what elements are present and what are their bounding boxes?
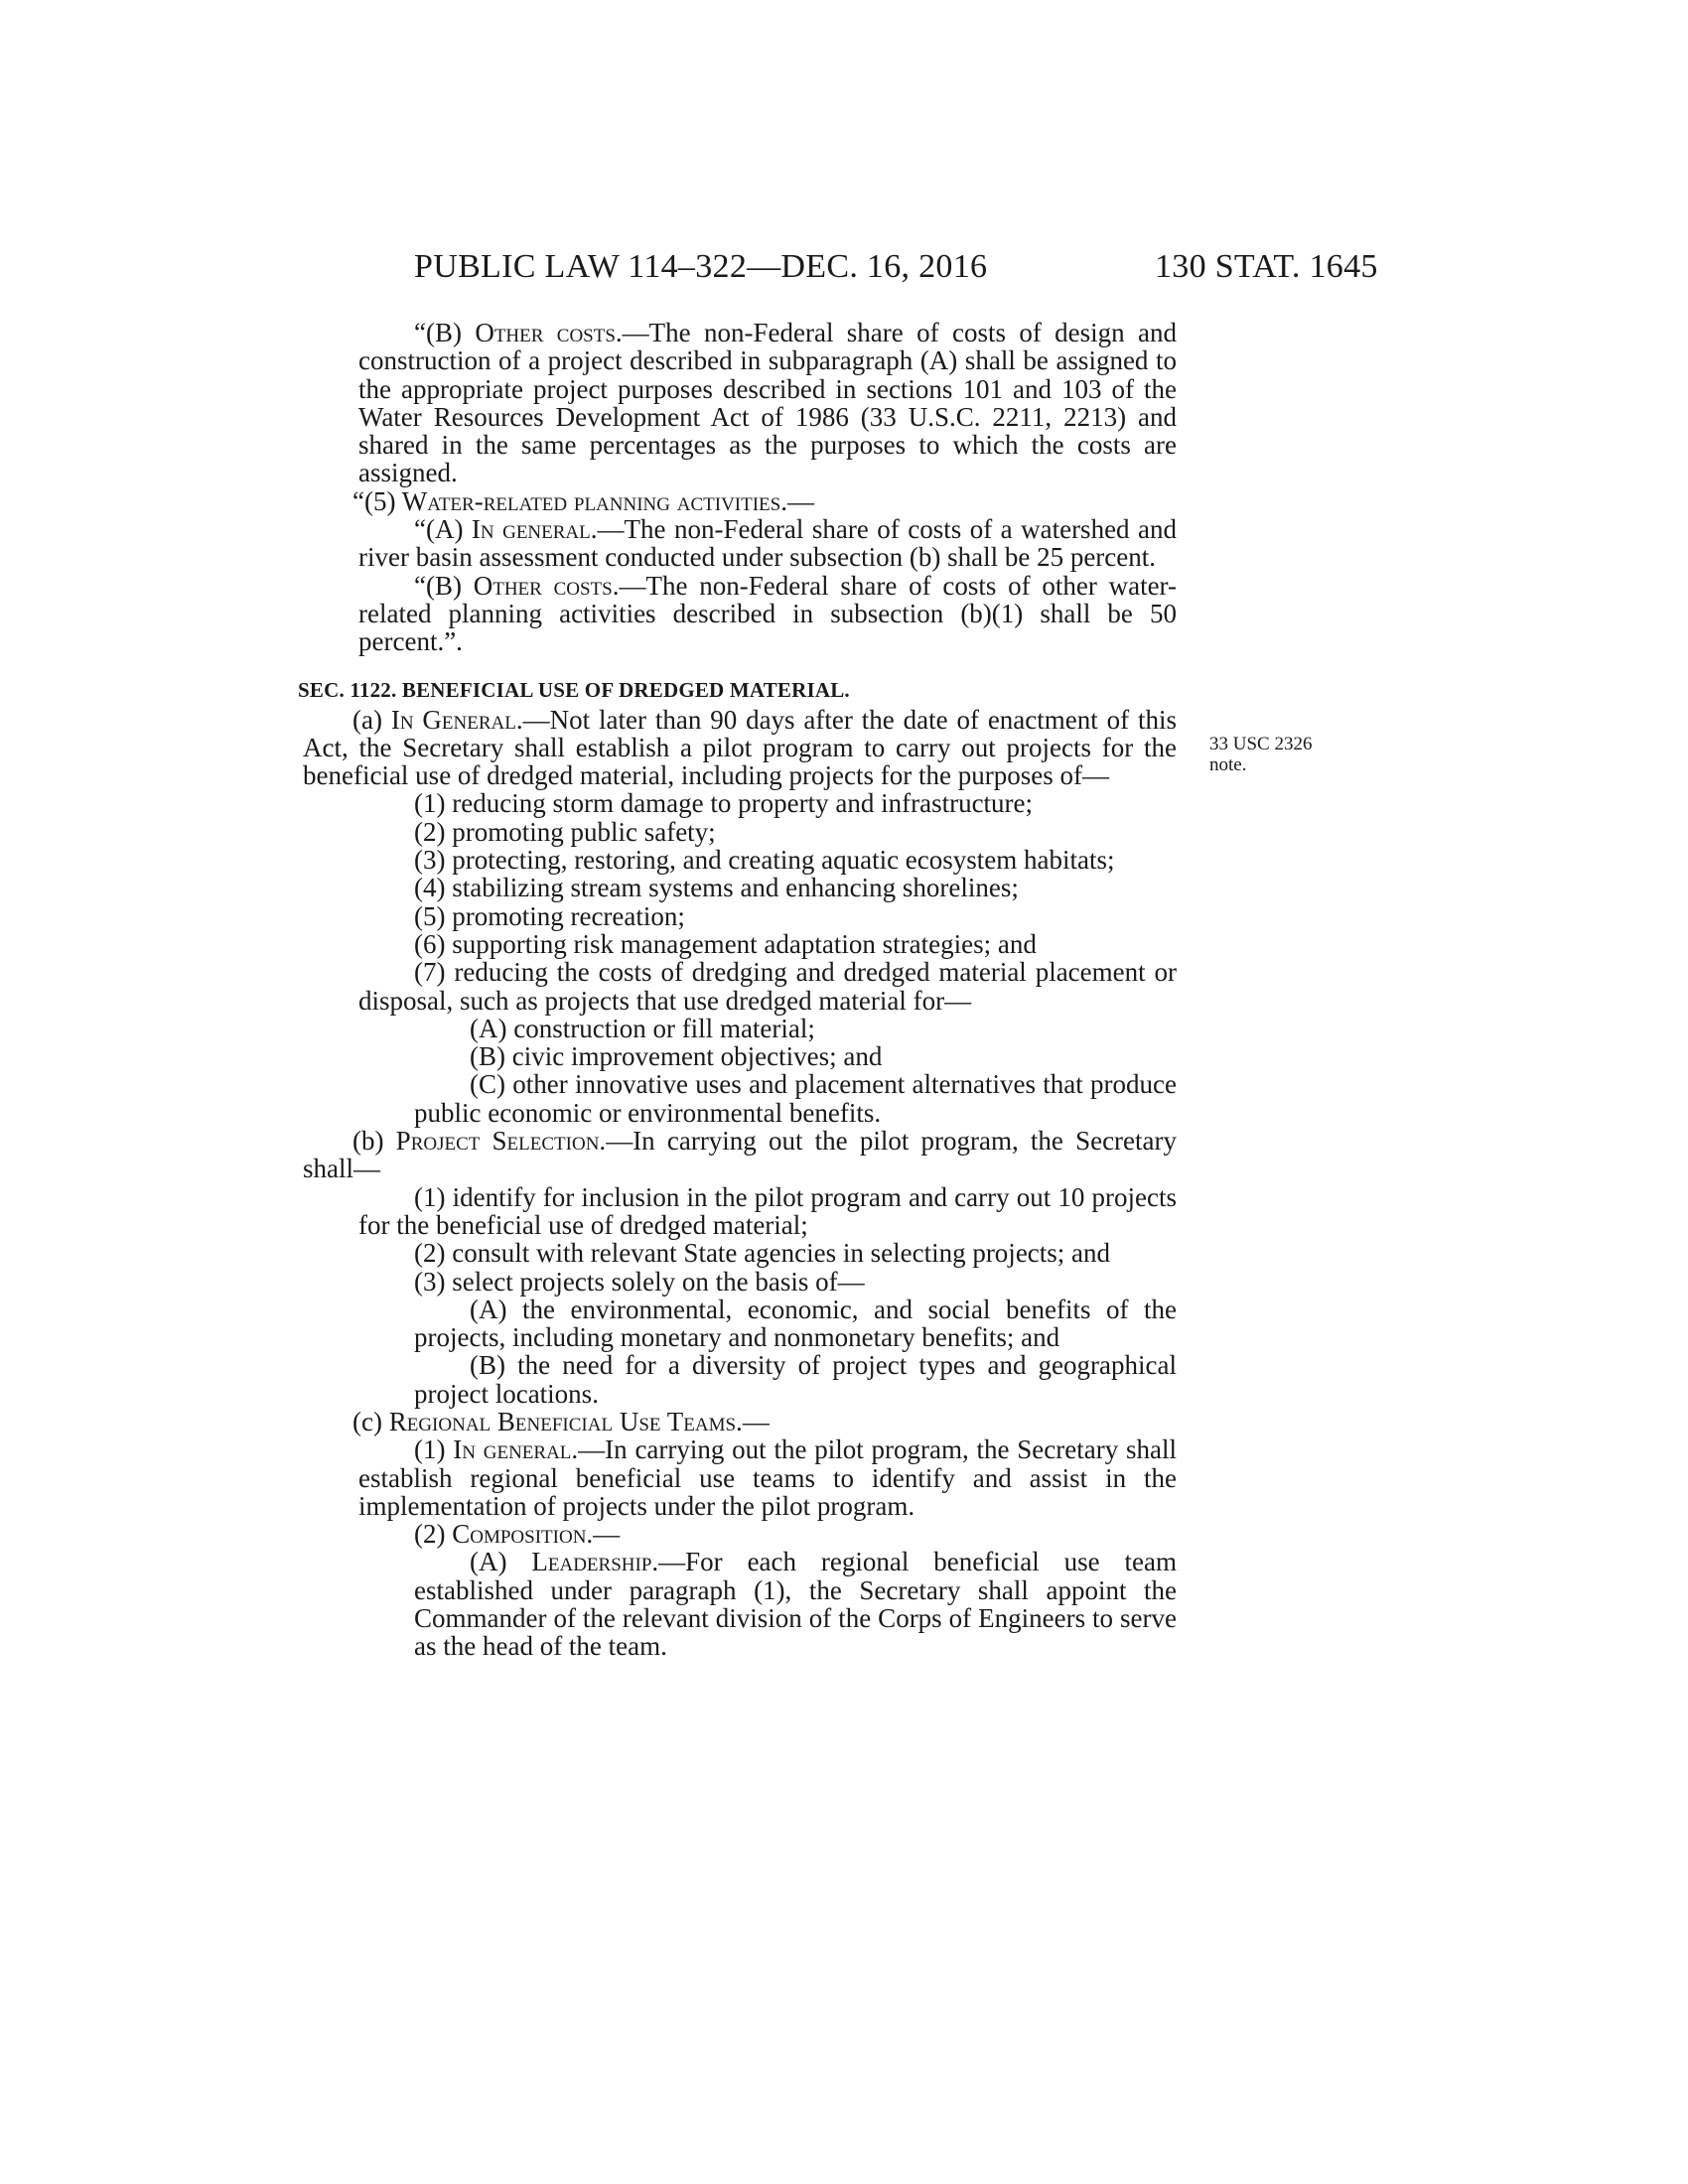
list-item: (6) supporting risk management adaptation strategies; and — [414, 928, 1037, 959]
paragraph — [303, 1435, 1177, 1520]
paragraph — [303, 319, 1177, 487]
run-in-heading: Leadership. — [531, 1547, 659, 1577]
paragraph — [303, 706, 1177, 790]
paragraph-prefix: (a) — [352, 704, 391, 735]
paragraph — [303, 487, 1177, 515]
paragraph — [303, 1520, 1177, 1548]
run-in-heading: Composition. — [452, 1519, 594, 1550]
run-in-heading: “(A) In general. — [414, 514, 598, 545]
paragraph-text: — — [742, 1406, 770, 1436]
run-in-heading: “(5) Water-related planning activities. — [352, 485, 787, 516]
paragraph-text: —The non-Federal share of costs of design and construction of a project described in subparagraph (A) shall be assigned to the appropriate project purposes described in sections 101 and 103 of the Water Resources Development Act of 1986 (33 U.S.C. 2211, 2213) and shared in the same percentages as the purposes to which the costs are assigned. — [358, 318, 1177, 488]
sub-list-item: (A) construction or fill material; — [470, 1013, 815, 1043]
paragraph-prefix: (b) — [352, 1126, 396, 1157]
paragraph-prefix: (1) — [414, 1434, 454, 1465]
paragraph-text: — — [786, 485, 814, 516]
list-item: (2) consult with relevant State agencies in selecting projects; and — [414, 1238, 1111, 1269]
paragraph — [303, 515, 1177, 572]
section-heading: SEC. 1122. BENEFICIAL USE OF DREDGED MATERIAL. — [298, 677, 850, 702]
run-in-heading: In general. — [453, 1434, 579, 1465]
list-item: (7) reducing the costs of dredging and dredged material placement or disposal, such as projects that use dredged material for— — [358, 957, 1177, 1016]
paragraph-text: —The non-Federal share of costs of a watershed and river basin assessment conducted under subsection (b) shall be 25 percent. — [358, 514, 1177, 573]
list-item: (4) stabilizing stream systems and enhancing shorelines; — [414, 873, 1019, 903]
margin-citation-line: note. — [1209, 754, 1247, 775]
paragraph-text: —In carrying out the pilot program, the Secretary shall establish regional beneficial use teams to identify and assist in the implementation of projects under the pilot program. — [358, 1434, 1177, 1521]
list-item: (2) promoting public safety; — [414, 816, 716, 847]
paragraph-text: —Not later than 90 days after the date of enactment of this Act, the Secretary shall establish a pilot program to carry out projects for the beneficial use of dredged material, including projects for the purposes of— — [303, 704, 1178, 791]
run-in-heading: “(B) Other costs. — [414, 570, 620, 601]
sub-list-item: (C) other innovative uses and placement alternatives that produce public economic or environmental benefits. — [414, 1069, 1177, 1128]
paragraph-text: —The non-Federal share of costs of other water-related planning activities described in subsection (b)(1) shall be 50 percent.”. — [358, 570, 1177, 657]
run-in-heading: “(B) Other costs. — [414, 318, 623, 347]
paragraph — [303, 572, 1177, 656]
sub-list-item: (B) civic improvement objectives; and — [470, 1041, 883, 1072]
sub-list-item: (B) the need for a diversity of project types and geographical project locations. — [414, 1350, 1177, 1409]
paragraph-prefix: (A) — [470, 1547, 532, 1577]
list-item: (3) select projects solely on the basis of— — [414, 1266, 865, 1297]
list-item: (1) reducing storm damage to property and infrastructure; — [414, 788, 1034, 819]
sub-list-item: (A) the environmental, economic, and social benefits of the projects, including monetary and nonmonetary benefits; and — [414, 1294, 1177, 1353]
margin-citation-line: 33 USC 2326 — [1209, 734, 1313, 754]
document-body — [298, 318, 1178, 1662]
margin-citation-note — [1209, 734, 1348, 775]
paragraph — [303, 1127, 1177, 1183]
paragraph-text: — — [593, 1519, 621, 1550]
list-item: (1) identify for inclusion in the pilot program and carry out 10 projects for the beneficial use of dredged material; — [358, 1181, 1177, 1240]
paragraph — [303, 1408, 1177, 1435]
paragraph-prefix: (c) — [352, 1406, 389, 1436]
list-item: (5) promoting recreation; — [414, 900, 685, 931]
list-item: (3) protecting, restoring, and creating aquatic ecosystem habitats; — [414, 845, 1115, 876]
running-header-title: PUBLIC LAW 114–322—DEC. 16, 2016 — [414, 248, 988, 285]
paragraph-text: —For each regional beneficial use team established under paragraph (1), the Secretary shall appoint the Commander of the relevant division of the Corps of Engineers to serve as the head of the team. — [414, 1547, 1177, 1662]
run-in-heading: In General. — [390, 704, 523, 735]
run-in-heading: Project Selection. — [395, 1126, 607, 1157]
paragraph-text: —In carrying out the pilot program, the Secretary shall— — [303, 1126, 1178, 1184]
paragraph-prefix: (2) — [414, 1519, 453, 1550]
running-header-page: 130 STAT. 1645 — [1155, 248, 1378, 285]
paragraph — [303, 1548, 1177, 1660]
run-in-heading: Regional Beneficial Use Teams. — [388, 1406, 743, 1436]
